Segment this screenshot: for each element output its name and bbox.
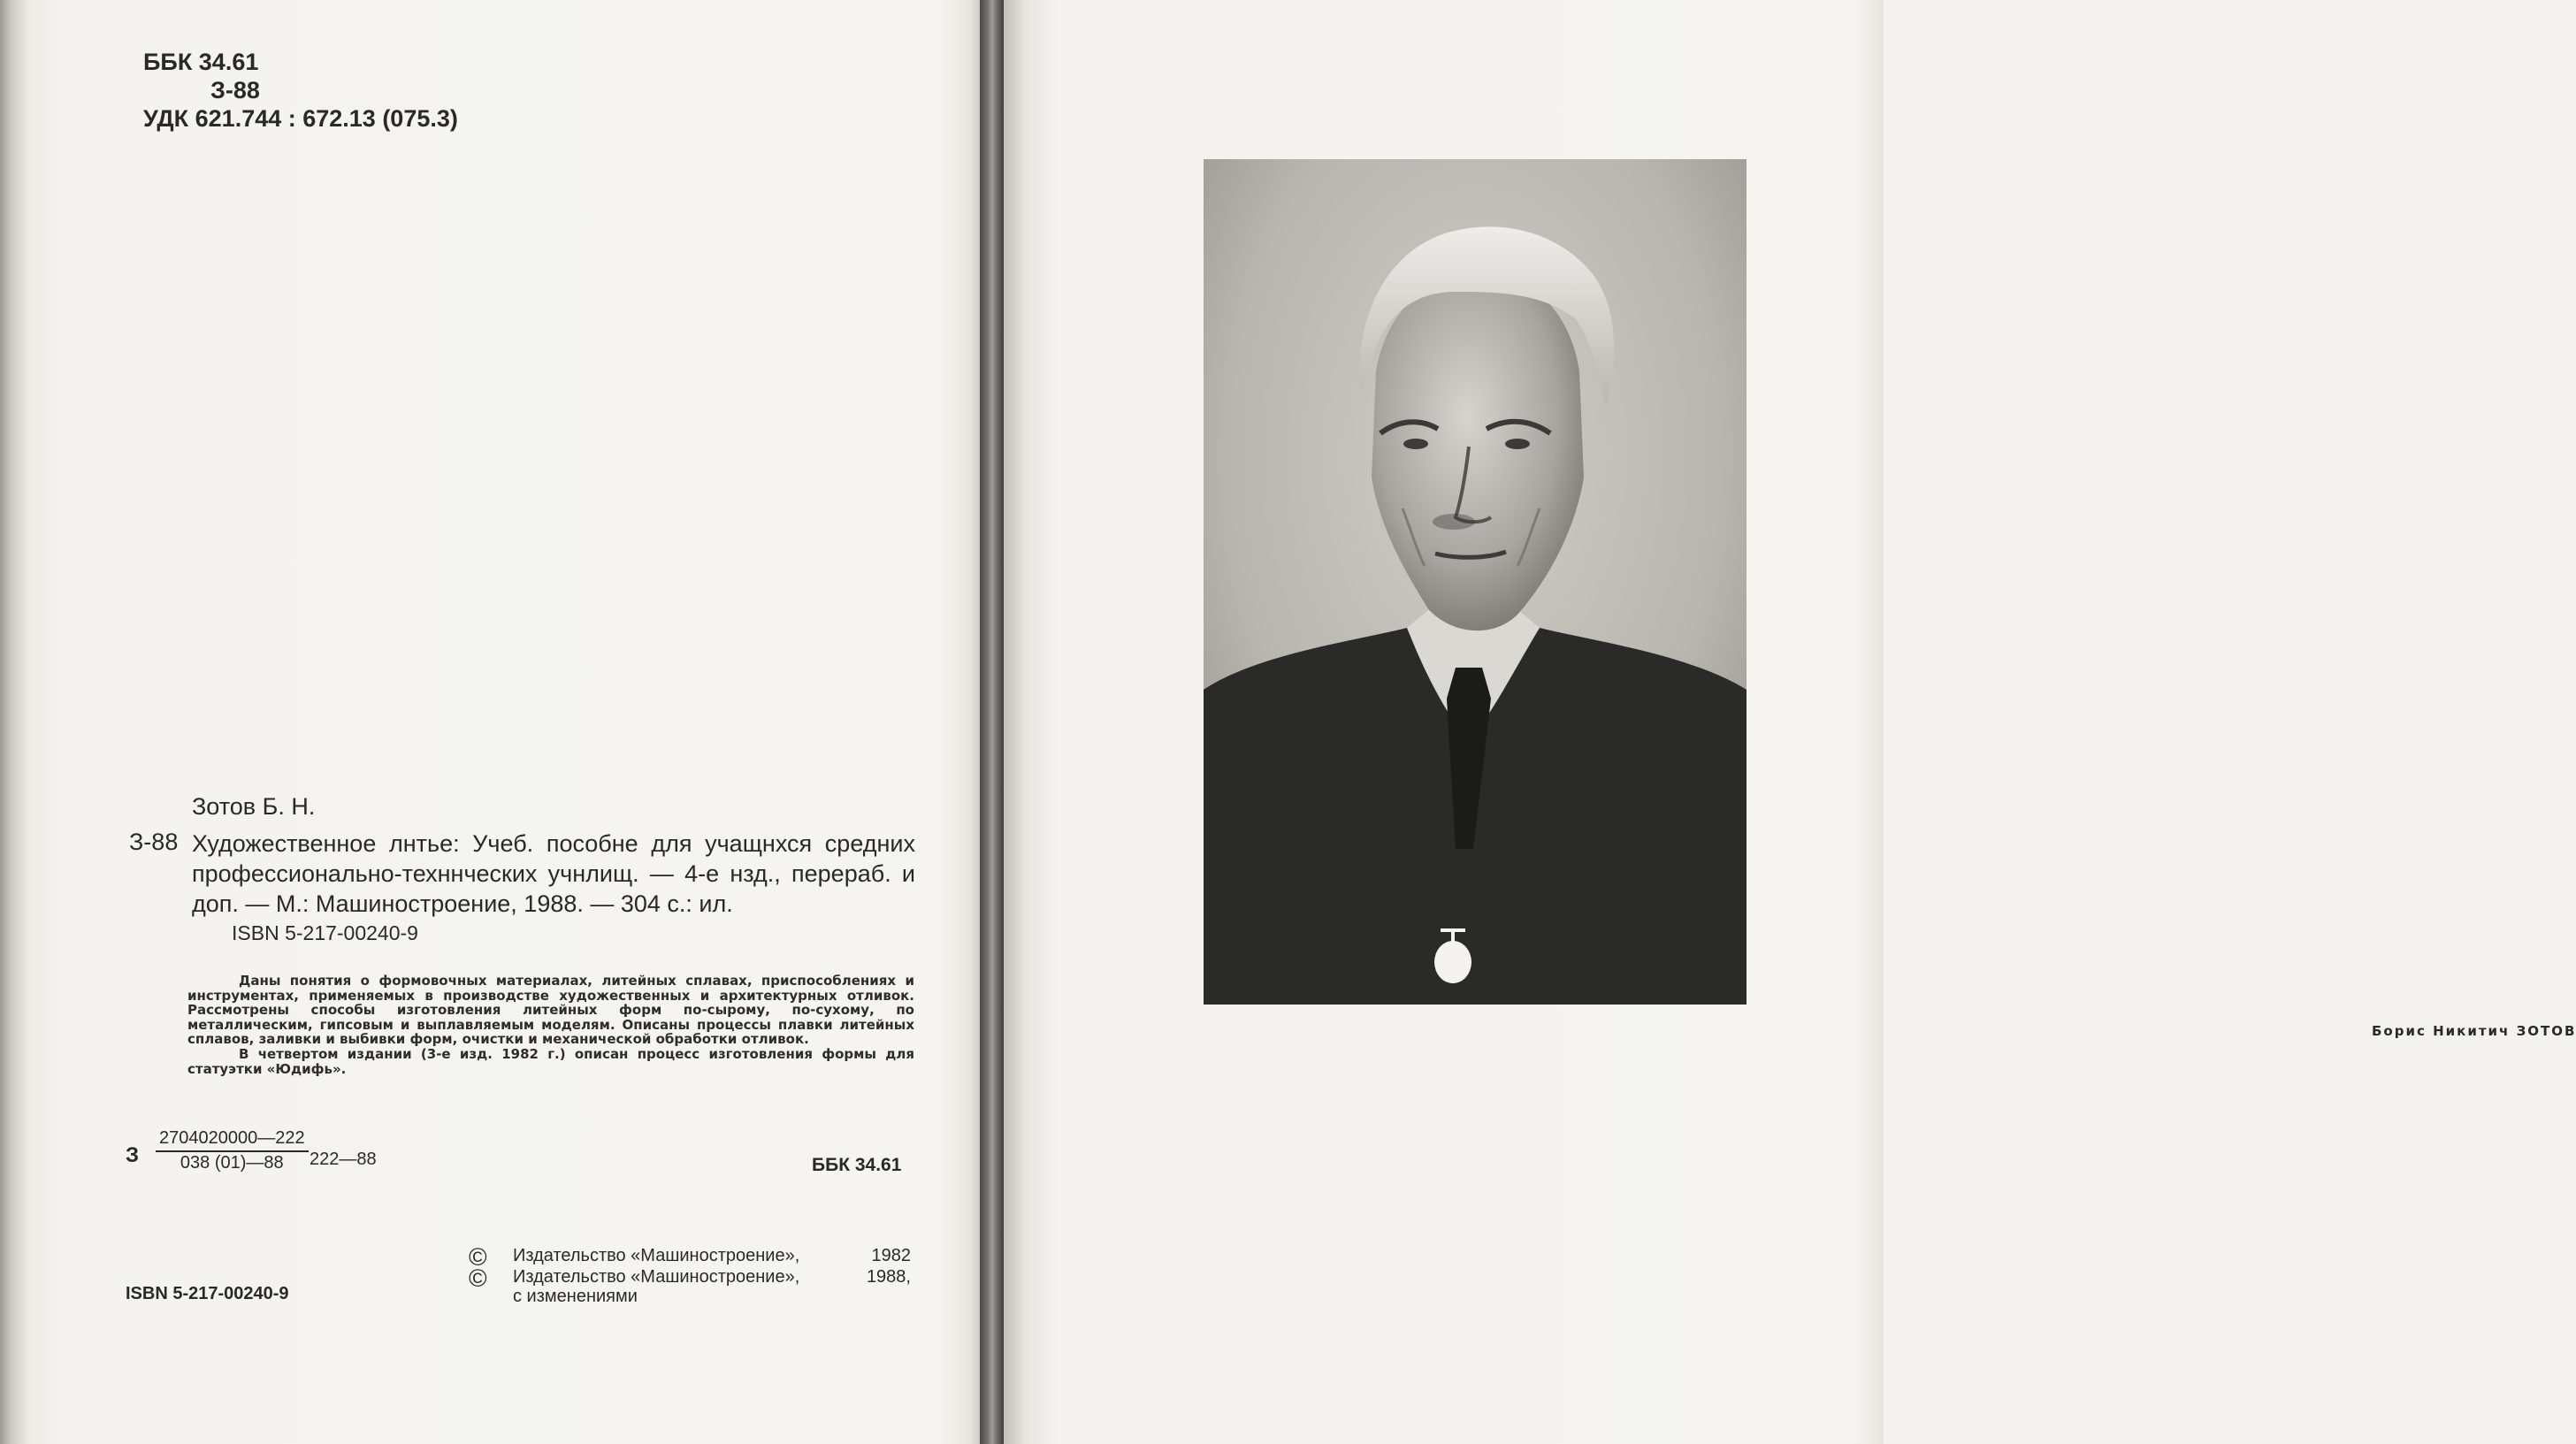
right-page [1004, 0, 2576, 1444]
bleed-through-text [199, 124, 214, 191]
card-bbk: ББК 34.61 [812, 1155, 902, 1175]
index-denominator: 038 (01)—88 [180, 1153, 284, 1173]
card-isbn: ISBN 5-217-00240-9 [232, 921, 418, 944]
left-page [0, 0, 980, 1444]
right-eye [1505, 439, 1530, 449]
copyright-icon: © [469, 1243, 487, 1271]
bbk-code: ББК 34.61 [143, 49, 259, 75]
index-fraction [156, 1128, 309, 1173]
copyright-note: с изменениями [513, 1287, 638, 1306]
bibliographic-entry: Художественное лнтье: Учеб. пособне для учащнхся средних профессионально-техннческих учнлищ. — 4-е нзд., перераб. и доп. — М.: Машиностроение, 1988. — 304 с.: ил. [192, 830, 915, 917]
nose-shadow [1433, 514, 1475, 530]
copyright-1982 [469, 1243, 911, 1271]
annotation-paragraph: В четвертом издании (3-е изд. 1982 г.) описан процесс изготовления формы для статуэтки «Юдифь». [187, 1045, 914, 1077]
card-author: Зотов Б. Н. [192, 793, 316, 820]
left-eye [1403, 439, 1428, 449]
udk-code: УДК 621.744 : 672.13 (075.3) [143, 105, 458, 132]
copyright-1988 [469, 1264, 911, 1306]
portrait-photo [1204, 159, 1747, 1005]
annotation [187, 974, 914, 1076]
copyright-year: 1988, [866, 1267, 911, 1287]
index-letter: З [126, 1143, 140, 1167]
copyright-publisher: Издательство «Машиностроение», [513, 1246, 800, 1265]
card-code: З-88 [129, 829, 179, 855]
copyright-icon: © [469, 1264, 487, 1292]
copyright-year: 1982 [871, 1246, 911, 1265]
author-mark: З-88 [210, 77, 260, 103]
copyright-publisher: Издательство «Машиностроение», [513, 1267, 800, 1287]
index-suffix: 222—88 [310, 1150, 377, 1169]
classification-block [143, 48, 458, 133]
book-spine [980, 0, 1004, 1444]
index-numerator: 2704020000—222 [156, 1128, 309, 1152]
isbn-bottom: ISBN 5-217-00240-9 [126, 1284, 289, 1303]
annotation-paragraph: Даны понятия о формовочных материалах, литейных сплавах, приспособлениях и инструментах, применяемых в производстве художественных и архитектурных отливок. Рассмотрены способы изготовления литейных форм по-сырому, по-сухому, по металлическим, гипсовым и выплавляемым моделям. Описаны процессы плавки литейных сплавов, заливки и выбивки форм, очистки и механической обработки отливок. [187, 973, 914, 1048]
portrait-caption: Борис Никитич ЗОТОВ [2372, 1023, 2576, 1039]
